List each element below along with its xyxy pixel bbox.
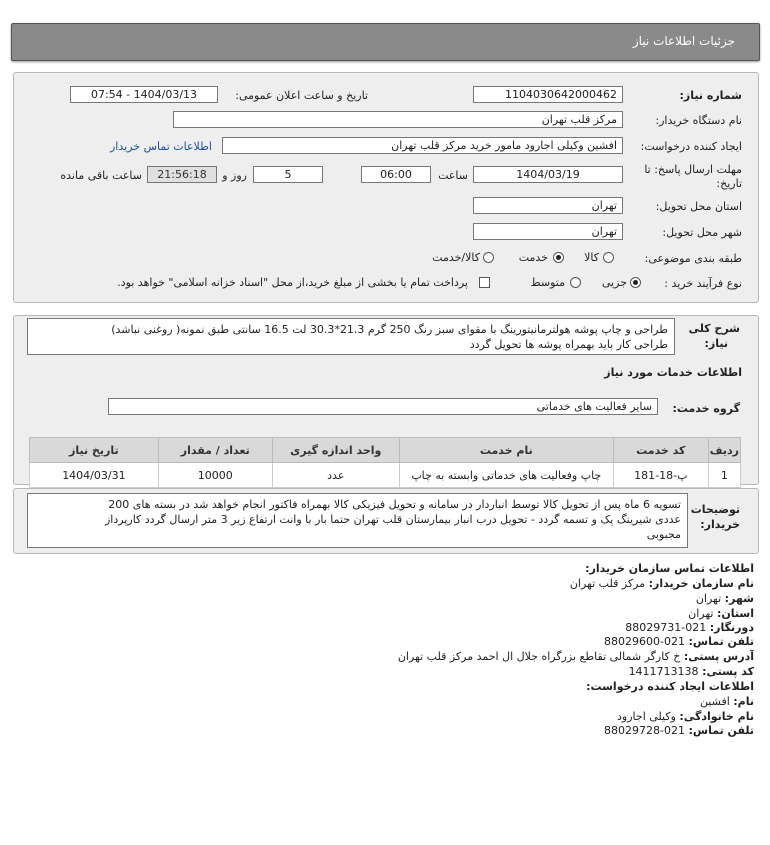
creator-field: افشین وکیلی اجارود مامور خرید مرکز قلب تهران	[222, 137, 623, 154]
process-radio-medium[interactable]	[570, 277, 581, 288]
col-service-code: کد خدمت	[613, 438, 708, 463]
buyer-notes-label-line1: توضیحات	[690, 503, 740, 516]
buyer-notes-line-1: تسویه 6 ماه پس از تحویل کالا توسط انباردار در سامانه و تحویل فیزیکی کالا بهمراه فاکتور انجام خواهد شد در بسته های 200	[108, 498, 681, 511]
announce-label: تاریخ و ساعت اعلان عمومی:	[235, 89, 368, 102]
cell-unit: عدد	[272, 463, 399, 488]
treasury-payment-checkbox[interactable]	[479, 277, 490, 288]
process-option-minor: جزیی	[601, 276, 627, 289]
remaining-time-field: 21:56:18	[147, 166, 217, 183]
announce-field: 1404/03/13 - 07:54	[70, 86, 218, 103]
services-section-title: اطلاعات خدمات مورد نیاز	[604, 366, 742, 379]
fax-line: دورنگار: 021-88029731	[625, 621, 754, 634]
col-quantity: تعداد / مقدار	[158, 438, 272, 463]
city-line: شهر: تهران	[695, 592, 754, 605]
service-group-field: سایر فعالیت های خدماتی	[108, 398, 658, 415]
last-name-line: نام خانوادگی: وکیلی اجارود	[617, 710, 754, 723]
service-group-label: گروه خدمت:	[672, 402, 740, 415]
remaining-label: ساعت باقی مانده	[60, 169, 142, 182]
province-field: تهران	[473, 197, 623, 214]
buyer-contact-link[interactable]: اطلاعات تماس خریدار	[110, 140, 212, 153]
days-label: روز و	[222, 169, 247, 182]
need-number-label: شماره نیاز:	[679, 89, 742, 102]
creator-label: ایجاد کننده درخواست:	[640, 140, 742, 153]
page-title: جزئیات اطلاعات نیاز	[632, 34, 735, 48]
deadline-label-line1: مهلت ارسال پاسخ: تا	[644, 163, 742, 176]
buyer-notes-line-3: مجبوبی	[646, 528, 681, 541]
deadline-time-field: 06:00	[361, 166, 431, 183]
buyer-notes-label-line2: خریدار:	[700, 518, 740, 531]
need-info-panel	[13, 72, 759, 303]
process-label: نوع فرآیند خرید :	[664, 277, 742, 290]
buyer-notes-line-2: عددی شیرینگ پک و تسمه گردد - تحویل درب انبار بیمارستان قلب تهران حتما بار با وانت ارتفاع زیر 3 متر ارسال گردد کارپرداز	[104, 513, 681, 526]
postal-line: کد پستی: 1411713138	[628, 665, 754, 678]
deadline-label-line2: تاریخ:	[716, 177, 742, 190]
category-option-service: خدمت	[518, 251, 548, 264]
category-option-goods: کالا	[584, 251, 599, 264]
services-table-header	[30, 438, 741, 463]
col-service-name: نام خدمت	[399, 438, 613, 463]
col-unit: واحد اندازه گیری	[272, 438, 399, 463]
treasury-payment-note: پرداخت تمام یا بخشی از مبلغ خرید،از محل "اسناد خزانه اسلامی" خواهد بود.	[117, 276, 468, 289]
province-line: استان: تهران	[688, 607, 754, 620]
category-label: طبقه بندی موضوعی:	[644, 252, 742, 265]
city-field: تهران	[473, 223, 623, 240]
cell-row-number: 1	[708, 463, 740, 488]
cell-need-date: 1404/03/31	[30, 463, 159, 488]
creator-phone-line: تلفن تماس: 021-88029728	[604, 724, 754, 737]
phone-line: تلفن تماس: 021-88029600	[604, 635, 754, 648]
col-row-number: ردیف	[708, 438, 740, 463]
buyer-org-field: مرکز قلب تهران	[173, 111, 623, 128]
description-label-line1: شرح کلی	[688, 322, 740, 335]
description-line-2: طراحی کار باید بهمراه پوشه ها تحویل گردد	[469, 338, 668, 351]
category-radio-goods-service[interactable]	[483, 252, 494, 263]
table-row	[30, 463, 741, 488]
days-field: 5	[253, 166, 323, 183]
need-number-field: 1104030642000462	[473, 86, 623, 103]
org-name-line: نام سازمان خریدار: مرکز قلب تهران	[569, 577, 754, 590]
process-radio-minor[interactable]	[630, 277, 641, 288]
deadline-time-label: ساعت	[438, 169, 468, 182]
page-header	[11, 23, 760, 61]
buyer-org-label: نام دستگاه خریدار:	[655, 114, 742, 127]
col-need-date: تاریخ نیاز	[30, 438, 159, 463]
cell-quantity: 10000	[158, 463, 272, 488]
cell-service-code: پ-18-181	[613, 463, 708, 488]
category-radio-goods[interactable]	[603, 252, 614, 263]
cell-service-name: چاپ وفعالیت های خدماتی وابسته به چاپ	[399, 463, 613, 488]
category-radio-service[interactable]	[553, 252, 564, 263]
first-name-line: نام: افشین	[699, 695, 754, 708]
deadline-date-field: 1404/03/19	[473, 166, 623, 183]
description-label-line2: نیاز:	[704, 337, 728, 350]
creator-contact-title: اطلاعات ایجاد کننده درخواست:	[586, 680, 754, 693]
province-label: استان محل تحویل:	[655, 200, 742, 213]
org-contact-title: اطلاعات تماس سازمان خریدار:	[585, 562, 754, 575]
address-line: آدرس پستی: خ کارگر شمالی تقاطع بزرگراه جلال ال احمد مرکز قلب تهران	[397, 650, 754, 663]
city-label: شهر محل تحویل:	[662, 226, 742, 239]
buyer-notes-text	[27, 493, 688, 548]
category-option-goods-service: کالا/خدمت	[432, 251, 480, 264]
description-line-1: طراحی و چاپ پوشه هولترمانیتورینگ با مقوای سبز رنگ 250 گرم 21.3*30.3 لت 16.5 سانتی طبق نمونه( روغنی نباشد)	[111, 323, 668, 336]
description-text	[27, 318, 675, 355]
process-option-medium: متوسط	[530, 276, 565, 289]
services-table	[29, 437, 741, 488]
